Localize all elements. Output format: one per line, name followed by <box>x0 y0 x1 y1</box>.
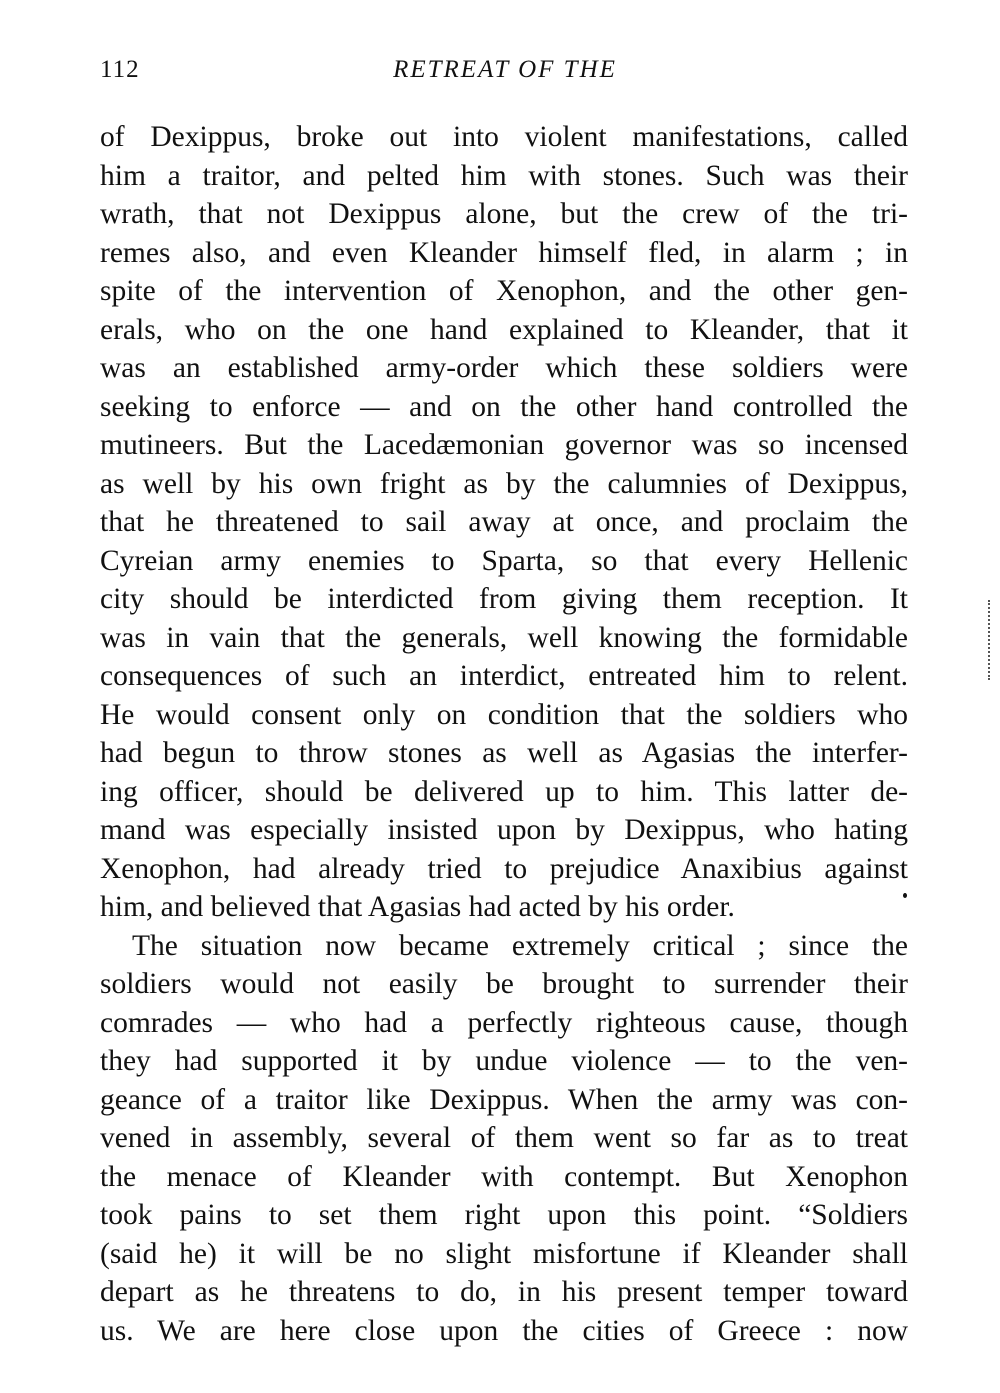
text-line: wrath, that not Dexippus alone, but the crew of the tri- <box>100 198 908 230</box>
text-line: soldiers would not easily be brought to surrender their <box>100 968 908 1000</box>
text-line: was in vain that the generals, well knowing the formidable <box>100 621 908 654</box>
text-line: that he threatened to sail away at once, and proclaim the <box>100 506 908 538</box>
text-line: him a traitor, and pelted him with stones. Such was their <box>100 159 908 192</box>
body-text <box>100 118 908 1350</box>
text-line: was an established army-order which these soldiers were <box>100 352 908 384</box>
text-line: him, and believed that Agasias had acted by his order. <box>100 891 735 923</box>
text-line: of Dexippus, broke out into violent manifestations, called <box>100 121 908 153</box>
text-line: took pains to set them right upon this point. “Soldiers <box>100 1199 908 1231</box>
text-line: mand was especially insisted upon by Dexippus, who hating <box>100 814 908 846</box>
text-line: Xenophon, had already tried to prejudice Anaxibius against <box>100 852 908 885</box>
text-line: remes also, and even Kleander himself fled, in alarm ; in <box>100 236 908 269</box>
text-line: The situation now became extremely critical ; since the <box>132 929 908 962</box>
text-line: they had supported it by undue violence — to the ven- <box>100 1045 908 1077</box>
text-line: consequences of such an interdict, entreated him to relent. <box>100 660 908 692</box>
text-line: geance of a traitor like Dexippus. When the army was con- <box>100 1083 908 1116</box>
text-line: depart as he threatens to do, in his present temper toward <box>100 1276 908 1308</box>
stray-dot <box>903 893 907 898</box>
text-line: spite of the intervention of Xenophon, and the other gen- <box>100 275 908 307</box>
text-line: Cyreian army enemies to Sparta, so that every Hellenic <box>100 544 908 577</box>
page-number: 112 <box>100 56 140 83</box>
text-line: had begun to throw stones as well as Agasias the interfer- <box>100 737 908 769</box>
text-line: comrades — who had a perfectly righteous cause, though <box>100 1006 908 1039</box>
text-line: the menace of Kleander with contempt. But Xenophon <box>100 1160 908 1193</box>
text-line: as well by his own fright as by the calumnies of Dexippus, <box>100 467 908 500</box>
text-line: vened in assembly, several of them went so far as to treat <box>100 1122 908 1154</box>
text-line: erals, who on the one hand explained to Kleander, that it <box>100 313 908 346</box>
text-line: mutineers. But the Lacedæmonian governor was so incensed <box>100 429 908 461</box>
text-line: city should be interdicted from giving them reception. It <box>100 583 908 615</box>
text-line: (said he) it will be no slight misfortune if Kleander shall <box>100 1237 908 1270</box>
text-line: seeking to enforce — and on the other hand controlled the <box>100 390 908 423</box>
running-title: RETREAT OF THE <box>393 56 617 83</box>
margin-scan-mark <box>988 600 992 680</box>
text-line: ing officer, should be delivered up to him. This latter de- <box>100 775 908 808</box>
text-line: He would consent only on condition that the soldiers who <box>100 698 908 731</box>
text-line: us. We are here close upon the cities of Greece : now <box>100 1314 908 1347</box>
